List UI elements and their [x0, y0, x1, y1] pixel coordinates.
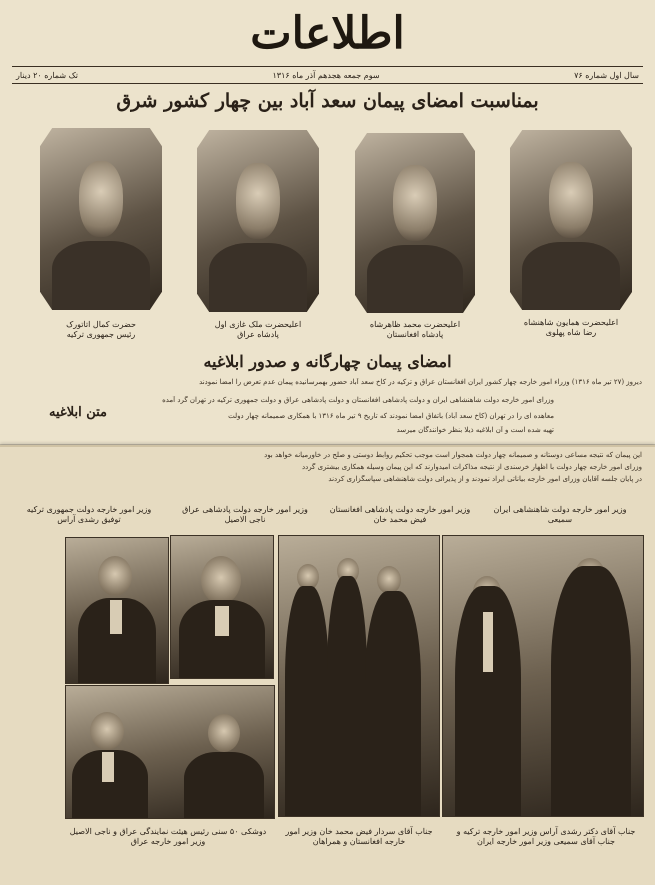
minister-caption: وزیر امور خارجه دولت پادشاهی افغانستان فیض محمد خان [329, 505, 471, 524]
article-text-line: این پیمان که نتیجه مساعی دوستانه و صمیمانه چهار دولت همجوار است موجب تحکیم روابط دوستی و صلح در خاورمیانه خواهد بود [264, 451, 642, 459]
article-text-line: وزرای امور خارجه چهار دولت با اظهار خرسندی از نتیجه مذاکرات امیدوارند که این پیمان وسیله همکاری بیشتری گردد [301, 463, 642, 471]
dateline-date: سوم جمعه هجدهم آذر ماه ۱۳۱۶ [272, 70, 380, 80]
minister-caption: وزیر امور خارجه دولت شاهنشاهی ایران سمیعی [493, 505, 627, 524]
article-text-line: در پایان جلسه آقایان وزرای امور خارجه بیاناتی ایراد نمودند و از پذیرائی دولت شاهنشاهی سپاسگزاری کردند [328, 475, 642, 483]
article-text-line: تهیه شده است و آن ابلاغیه ذیلا بنظر خوانندگان میرسد [396, 426, 554, 434]
portrait-zahir-shah [355, 133, 475, 313]
inner-page-sheet [0, 445, 655, 885]
photo-iraq-minister [170, 535, 274, 679]
portrait-caption: اعلیحضرت ملک غازی اول پادشاه عراق [214, 320, 302, 339]
minister-caption: وزیر امور خارجه دولت جمهوری ترکیه توفیق رشدی آراس [26, 505, 152, 524]
photo-caption: دوشکی ۵۰ سنی رئیس هیئت نمایندگی عراق و ناجی الاصیل وزیر امور خارجه عراق [69, 827, 267, 846]
portrait-caption: اعلیحضرت محمد ظاهرشاه پادشاه افغانستان [369, 320, 461, 339]
photo-iraq-delegation [65, 685, 275, 819]
main-headline: بمناسبت امضای پیمان سعد آباد بین چهار کشور شرق [116, 90, 539, 112]
masthead-title: اطلاعات [250, 8, 405, 59]
photo-afghan-delegation [278, 535, 440, 817]
portrait-ghazi [197, 130, 319, 312]
dateline-issue: سال اول شماره ۷۶ [574, 70, 639, 80]
photo-turkey-iran-ministers [442, 535, 644, 817]
article-text-line: دیروز (۲۷ تیر ماه ۱۳۱۶) وزراء امور خارجه چهار کشور ایران افغانستان عراق و ترکیه در کاخ سعد آباد حضور بهمرسانیده پیمان عدم تعرض را امضا نمودند [199, 378, 642, 386]
photo-ataturk-minister [65, 537, 169, 684]
fold-line [0, 444, 655, 445]
article-text-line: معاهده ای را در تهران (کاخ سعد آباد) باتفاق امضا نمودند که تاریخ ۹ تیر ماه ۱۳۱۶ با همکاری صمیمانه چهار دولت [228, 412, 554, 420]
portrait-caption: اعلیحضرت همایون شاهنشاه رضا شاه پهلوی [523, 318, 619, 337]
section-label: متن ابلاغیه [49, 405, 107, 420]
dateline-bar [12, 66, 643, 84]
portrait-ataturk [40, 128, 162, 310]
portrait-caption: حضرت کمال اتاتورک رئیس جمهوری ترکیه [66, 320, 136, 339]
article-text-line: وزرای امور خارجه دولت شاهنشاهی ایران و دولت پادشاهی افغانستان و دولت پادشاهی عراق و دولت جمهوری ترکیه در تهران گرد آمده [162, 396, 554, 404]
dateline-price: تک شماره ۲۰ دینار [16, 70, 78, 80]
minister-caption: وزیر امور خارجه دولت پادشاهی عراق ناجی الاصیل [182, 505, 308, 524]
sub-headline: امضای پیمان چهارگانه و صدور ابلاغیه [203, 352, 452, 371]
photo-caption: جناب آقای سردار فیض محمد خان وزیر امور خارجه افغانستان و همراهان [285, 827, 433, 846]
portrait-reza-shah [510, 130, 632, 310]
photo-caption: جناب آقای دکتر رشدی آراس وزیر امور خارجه ترکیه و جناب آقای سمیعی وزیر امور خارجه ایران [456, 827, 636, 846]
